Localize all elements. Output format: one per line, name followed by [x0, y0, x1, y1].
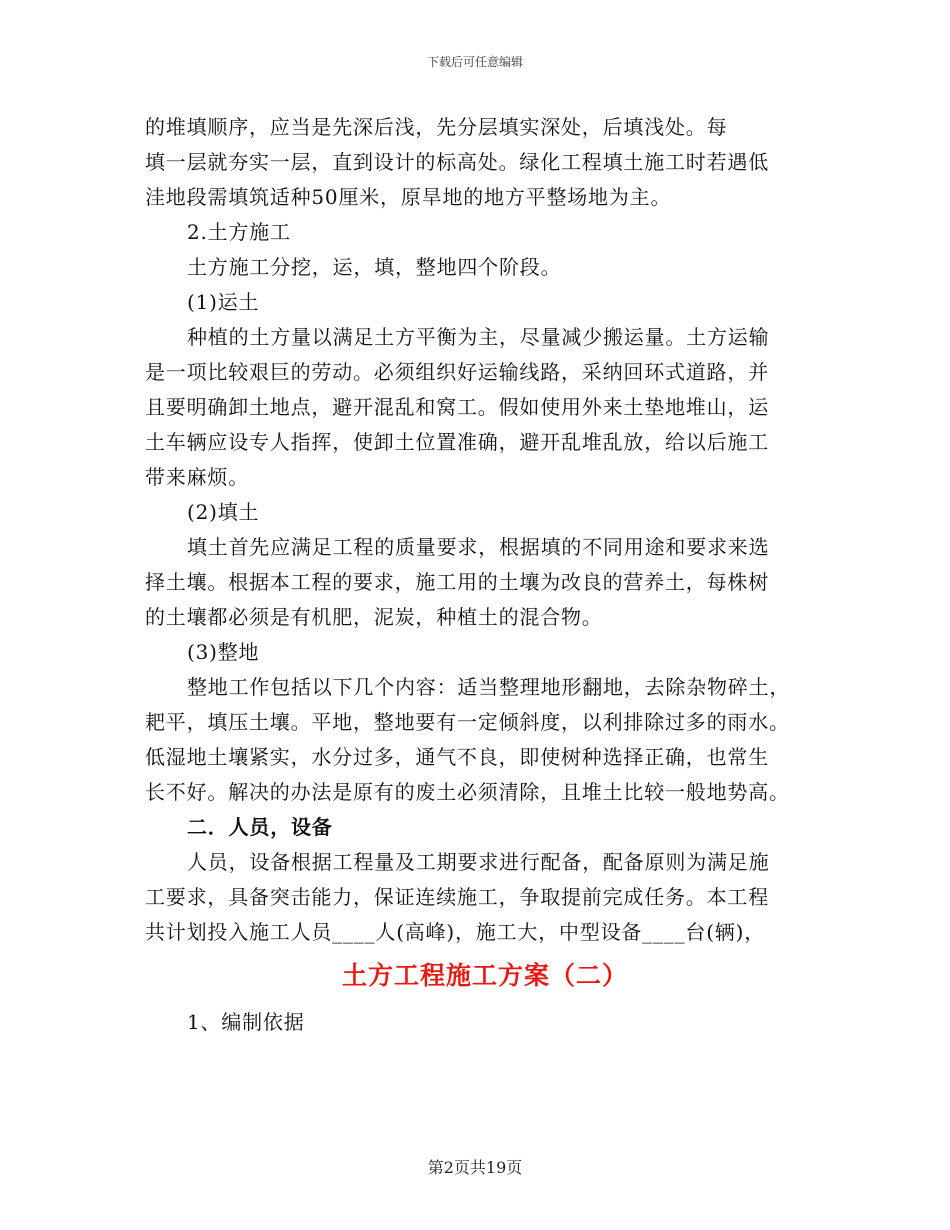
page-header: 下载后可任意编辑 [426, 55, 523, 69]
paragraph-line: 洼地段需填筑适种50厘米，原旱地的地方平整场地为主。 [145, 185, 672, 209]
paragraph-line: 人员，设备根据工程量及工期要求进行配备，配备原则为满足施 [187, 850, 770, 874]
paragraph-line: 填土首先应满足工程的质量要求，根据填的不同用途和要求来选 [187, 535, 770, 559]
paragraph-line: 带来麻烦。 [145, 465, 249, 489]
paragraph-line: 的堆填顺序，应当是先深后浅，先分层填实深处，后填浅处。每 [145, 115, 728, 139]
section-heading: 2.土方施工 [187, 220, 291, 244]
paragraph-line: 的土壤都必须是有机肥，泥炭，种植土的混合物。 [145, 605, 603, 629]
paragraph-line: 共计划投入施工人员____人(高峰)，施工大，中型设备____台(辆)， [145, 920, 766, 944]
paragraph-line: 填一层就夯实一层，直到设计的标高处。绿化工程填土施工时若遇低 [145, 150, 769, 174]
document-title: 土方工程施工方案（二） [341, 961, 628, 990]
paragraph-line: 种植的土方量以满足土方平衡为主，尽量减少搬运量。土方运输 [187, 325, 770, 349]
document-body [145, 110, 805, 1042]
paragraph-line: 低湿地土壤紧实，水分过多，通气不良，即使树种选择正确，也常生 [145, 745, 769, 769]
paragraph-line: 土方施工分挖，运，填，整地四个阶段。 [187, 255, 562, 279]
paragraph-line: 长不好。解决的办法是原有的废土必须清除，且堆土比较一般地势高。 [145, 780, 790, 804]
paragraph-line: 整地工作包括以下几个内容：适当整理地形翻地，去除杂物碎土， [187, 675, 791, 699]
paragraph-line: 且要明确卸土地点，避开混乱和窝工。假如使用外来土垫地堆山，运 [145, 395, 769, 419]
page-number: 第2页共19页 [427, 1158, 523, 1177]
paragraph-line: 工要求，具备突击能力，保证连续施工，争取提前完成任务。本工程 [145, 885, 769, 909]
paragraph-line: 择土壤。根据本工程的要求，施工用的土壤为改良的营养土，每株树 [145, 570, 769, 594]
section-heading: 二．人员，设备 [187, 815, 333, 839]
paragraph-line: 是一项比较艰巨的劳动。必须组织好运输线路，采纳回环式道路，并 [145, 360, 769, 384]
subsection-heading: (2)填土 [187, 500, 260, 524]
paragraph-line: 耙平，填压土壤。平地，整地要有一定倾斜度，以利排除过多的雨水。 [145, 710, 790, 734]
subsection-heading: (3)整地 [187, 640, 260, 664]
paragraph-line: 土车辆应设专人指挥，使卸土位置准确，避开乱堆乱放，给以后施工 [145, 430, 769, 454]
section-heading: 1、编制依据 [187, 1010, 305, 1034]
subsection-heading: (1)运土 [187, 290, 260, 314]
